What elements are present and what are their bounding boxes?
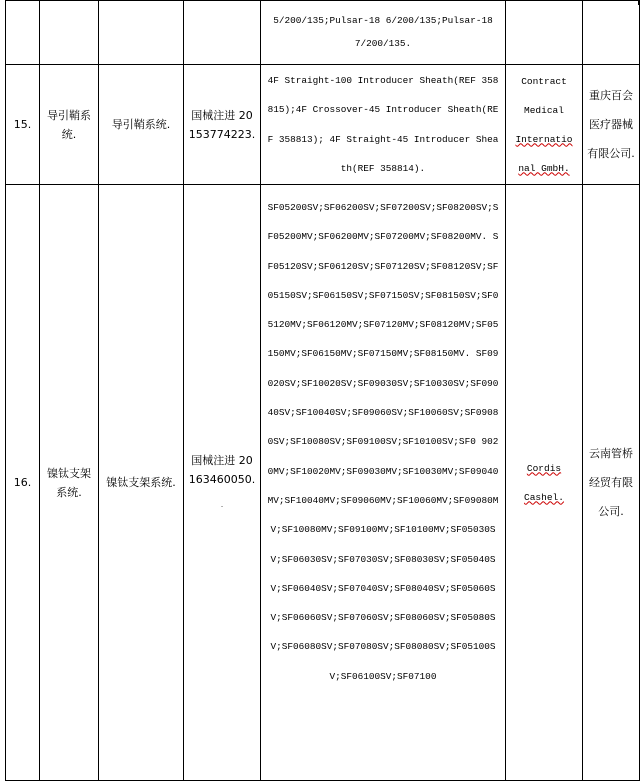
registered-name-cell <box>99 1 184 65</box>
manufacturer-line: Cordis <box>526 462 562 474</box>
table-row <box>6 65 640 185</box>
registered-name-cell: 镍钛支架系统. <box>99 185 184 781</box>
registered-name-cell: 导引鞘系统. <box>99 65 184 185</box>
model-spec-cell: 5/200/135;Pulsar-18 6/200/135;Pulsar-18 7/200/135. <box>261 1 506 65</box>
row-number-cell <box>6 1 40 65</box>
table-row <box>6 1 640 65</box>
agent-cell <box>583 1 640 65</box>
registration-number-cell: 国械注进 20153774223. <box>184 65 261 185</box>
manufacturer-line: Contract <box>521 75 567 87</box>
manufacturer-cell <box>506 65 583 185</box>
device-registration-table <box>5 0 640 781</box>
model-spec-cell: 4F Straight-100 Introducer Sheath(REF 358815);4F Crossover-45 Introducer Sheath(REF 358813); 4F Straight-45 Introducer Sheath(REF 358814). <box>261 65 506 185</box>
registration-number-cell <box>184 185 261 781</box>
row-number-cell: 16. <box>6 185 40 781</box>
registration-number: 国械注进 20163460050. <box>188 454 256 486</box>
manufacturer-line: nal GmbH. <box>518 162 570 174</box>
registration-number-cell <box>184 1 261 65</box>
paragraph-mark: . <box>220 500 224 509</box>
agent-cell: 重庆百会医疗器械有限公司. <box>583 65 640 185</box>
manufacturer-line: Medical <box>524 104 564 116</box>
product-name-cell: 镍钛支架系统. <box>40 185 99 781</box>
agent-cell: 云南管桥经贸有限公司. <box>583 185 640 781</box>
table-row <box>6 185 640 781</box>
manufacturer-cell <box>506 185 583 781</box>
product-name-cell: 导引鞘系统. <box>40 65 99 185</box>
row-number-cell: 15. <box>6 65 40 185</box>
model-spec-cell: SF05200SV;SF06200SV;SF07200SV;SF08200SV;SF05200MV;SF06200MV;SF07200MV;SF08200MV. SF05120SV;SF06120SV;SF07120SV;SF08120SV;SF05150SV;SF06150SV;SF07150SV;SF08150SV;SF05120MV;SF06120MV;SF07120MV;SF08120MV;SF05150MV;SF06150MV;SF07150MV;SF08150MV. SF09020SV;SF10020SV;SF09030SV;SF10030SV;SF09040SV;SF10040SV;SF09060SV;SF10060SV;SF09080SV;SF10080SV;SF09100SV;SF10100SV;SF0 9020MV;SF10020MV;SF09030MV;SF10030MV;SF09040MV;SF10040MV;SF09060MV;SF10060MV;SF09080MV;SF10080MV;SF09100MV;SF10100MV;SF05030SV;SF06030SV;SF07030SV;SF08030SV;SF05040SV;SF06040SV;SF07040SV;SF08040SV;SF05060SV;SF06060SV;SF07060SV;SF08060SV;SF05080SV;SF06080SV;SF07080SV;SF08080SV;SF05100SV;SF06100SV;SF07100 <box>261 185 506 781</box>
manufacturer-cell <box>506 1 583 65</box>
product-name-cell <box>40 1 99 65</box>
manufacturer-line: Internatio <box>515 133 573 145</box>
manufacturer-line: Cashel. <box>524 491 564 503</box>
